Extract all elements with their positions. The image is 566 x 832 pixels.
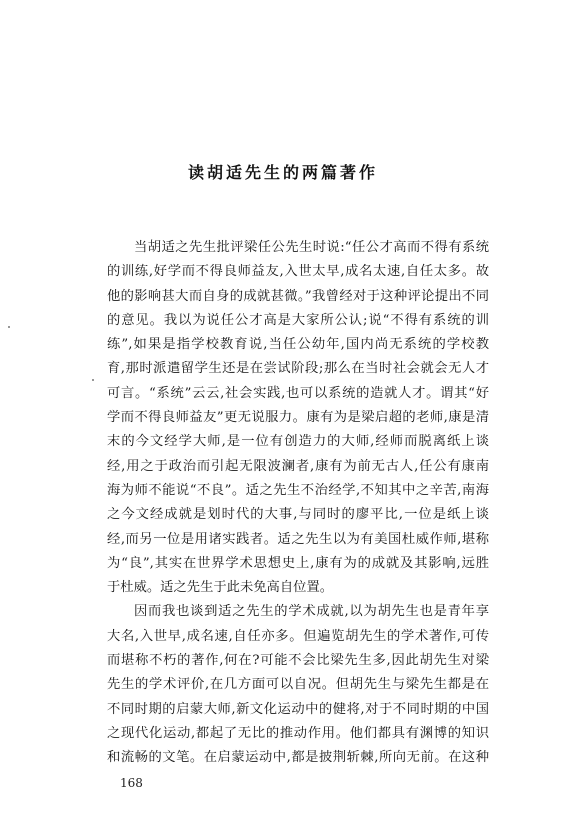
text-line: 末的今文经学大师,是一位有创造力的大师,经师而脱离纸上谈 [107,434,489,450]
text-line: 之今文经成就是划时代的大事,与同时的廖平比,一位是纸上谈 [107,507,489,523]
text-line: 于杜威。适之先生于此未免高自位置。 [107,580,334,596]
text-line: 而堪称不朽的著作,何在?可能不会比梁先生多,因此胡先生对梁 [107,653,489,669]
text-line: 和流畅的文笔。在启蒙运动中,都是披荆斩棘,所向无前。在这种 [107,750,489,766]
text-line: 可言。“系统”云云,社会实践,也可以系统的造就人才。谓其“好 [107,385,489,401]
text-line: 学而不得良师益友”更无说服力。康有为是梁启超的老师,康是清 [107,410,489,426]
text-line: 练”,如果是指学校教育说,当任公幼年,国内尚无系统的学校教 [107,337,489,353]
body-text [107,236,489,771]
text-line: 他的影响甚大而自身的成就甚微。”我曾经对于这种评论提出不同 [107,288,489,304]
text-line: 先生的学术评价,在几方面可以自况。但胡先生与梁先生都是在 [107,677,489,693]
text-line: 经,用之于政治而引起无限波澜者,康有为前无古人,任公有康南 [107,458,489,474]
page-number: 168 [120,776,143,790]
scan-speck [92,379,94,381]
text-line: 当胡适之先生批评梁任公先生时说:“任公才高而不得有系统 [134,240,489,255]
text-line: 不同时期的启蒙大师,新文化运动中的健将,对于不同时期的中国 [107,701,489,717]
scan-speck [8,326,10,328]
text-line: 育,那时派遣留学生还是在尝试阶段;那么在当时社会就会无人才 [107,361,489,377]
text-line: 海为师不能说“不良”。适之先生不治经学,不知其中之辛苦,南海 [107,482,489,498]
text-line: 的训练,好学而不得良师益友,入世太早,成名太速,自任太多。故 [107,264,489,280]
text-line: 因而我也谈到适之先生的学术成就,以为胡先生也是青年享 [134,604,489,620]
text-line: 的意见。我以为说任公才高是大家所公认;说“不得有系统的训 [107,312,489,328]
text-line: 大名,入世早,成名速,自任亦多。但遍览胡先生的学术著作,可传 [107,628,489,644]
chapter-title: 读胡适先生的两篇著作 [187,163,378,182]
text-line: 之现代化运动,都起了无比的推动作用。他们都具有渊博的知识 [107,725,489,741]
text-line: 为“良”,其实在世界学术思想史上,康有为的成就及其影响,远胜 [107,555,489,571]
text-line: 经,而另一位是用诸实践者。适之先生以为有美国杜威作师,堪称 [107,531,489,547]
